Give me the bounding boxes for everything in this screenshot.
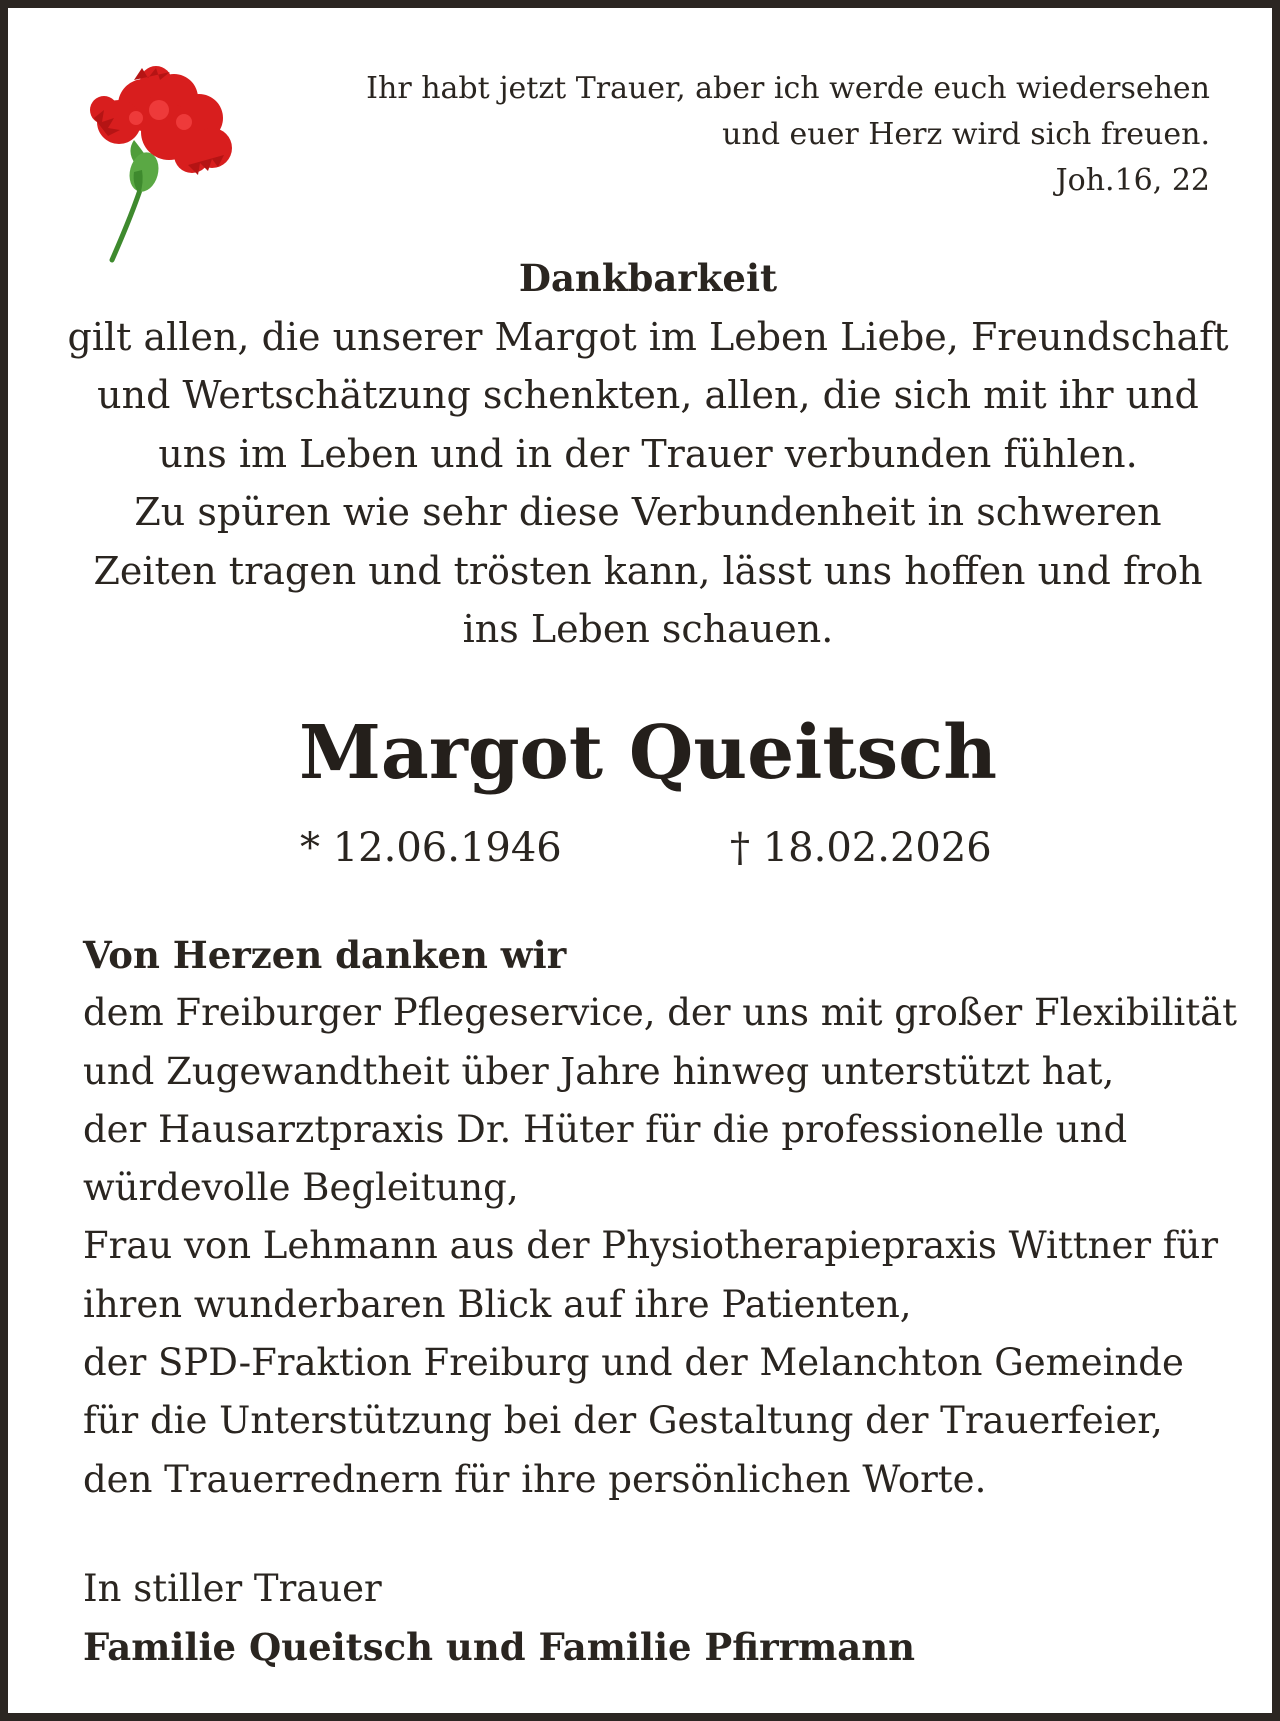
mourning-families: Familie Queitsch und Familie Pfirrmann	[83, 1625, 916, 1669]
closing-phrase: In stiller Trauer	[83, 1567, 382, 1610]
bible-quote	[366, 66, 1210, 204]
thanks-line: der Hausarztpraxis Dr. Hüter für die professionelle und	[83, 1107, 1128, 1151]
thanks-heading: Von Herzen danken wir	[83, 933, 567, 977]
gratitude-line: gilt allen, die unserer Margot im Leben Liebe, Freundschaft	[67, 314, 1229, 359]
thanks-line: Frau von Lehmann aus der Physiotherapiepraxis Wittner für	[83, 1224, 1219, 1268]
closing-section	[83, 1560, 915, 1676]
quote-line: und euer Herz wird sich freuen.	[722, 117, 1210, 152]
quote-reference: Joh.16, 22	[1055, 163, 1210, 198]
gratitude-section	[8, 249, 1280, 659]
quote-line: Ihr habt jetzt Trauer, aber ich werde euch wiedersehen	[366, 71, 1210, 106]
gratitude-line: uns im Leben und in der Trauer verbunden fühlen.	[158, 431, 1138, 476]
deceased-name: Margot Queitsch	[298, 710, 998, 796]
thanks-line: würdevolle Begleitung,	[83, 1166, 519, 1210]
gratitude-heading: Dankbarkeit	[518, 256, 778, 300]
gratitude-line: Zeiten tragen und trösten kann, lässt uns hoffen und froh	[93, 548, 1203, 593]
thanks-line: den Trauerrednern für ihre persönlichen Worte.	[83, 1457, 987, 1501]
thanks-line: der SPD-Fraktion Freiburg und der Melanchton Gemeinde	[83, 1341, 1184, 1385]
thanks-line: dem Freiburger Pflegeservice, der uns mit großer Flexibilität	[83, 991, 1238, 1035]
gratitude-line: Zu spüren wie sehr diese Verbundenheit in schweren	[134, 490, 1162, 534]
red-carnation-icon	[74, 60, 254, 265]
thanks-line: ihren wunderbaren Blick auf ihre Patienten,	[83, 1282, 912, 1326]
thanks-section	[83, 926, 1237, 1509]
thanks-line: und Zugewandtheit über Jahre hinweg unterstützt hat,	[83, 1049, 1115, 1093]
thanks-line: für die Unterstützung bei der Gestaltung der Trauerfeier,	[83, 1399, 1163, 1443]
gratitude-line: und Wertschätzung schenkten, allen, die sich mit ihr und	[97, 373, 1199, 417]
gratitude-line: ins Leben schauen.	[462, 607, 834, 651]
birth-date: * 12.06.1946	[300, 825, 562, 871]
death-date: † 18.02.2026	[730, 825, 992, 871]
